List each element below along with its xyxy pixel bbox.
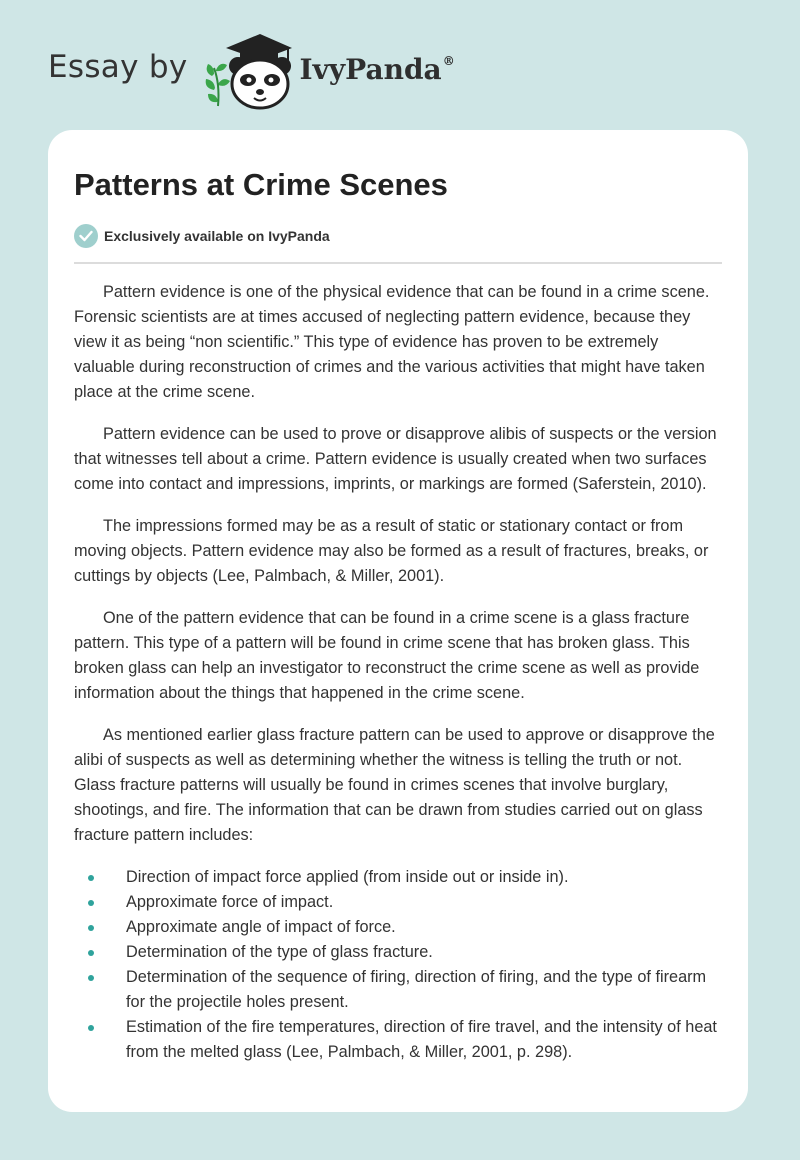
list-item <box>74 890 722 915</box>
findings-list <box>74 865 722 1065</box>
article-card <box>48 130 748 1112</box>
page-title: Patterns at Crime Scenes <box>74 167 448 202</box>
brand-header <box>48 30 455 110</box>
panda-logo-icon <box>202 30 294 110</box>
list-item <box>74 940 722 965</box>
list-item <box>74 865 722 890</box>
bullet-icon <box>88 950 94 956</box>
list-item <box>74 1015 722 1065</box>
check-icon <box>74 224 98 248</box>
essay-by-label: Essay by <box>48 49 188 85</box>
list-item <box>74 965 722 1015</box>
paragraph: Pattern evidence can be used to prove or disapprove alibis of suspects or the version that witnesses tell about a crime. Pattern evidence is usually created when two surfaces come into contact and impressions, imprints, or markings are formed (Saferstein, 2010). <box>74 425 717 493</box>
brand-name <box>300 53 455 86</box>
registered-mark: ® <box>442 53 455 68</box>
paragraph: One of the pattern evidence that can be found in a crime scene is a glass fracture pattern. This type of a pattern will be found in crime scene that has broken glass. This broken glass can help an investigator to reconstruct the crime scene as well as provide information about the things that happened in the crime scene. <box>74 609 700 702</box>
divider <box>74 262 722 264</box>
bullet-icon <box>88 1025 94 1031</box>
bullet-icon <box>88 900 94 906</box>
list-item-text: Determination of the type of glass fracture. <box>126 943 433 961</box>
list-item-text: Estimation of the fire temperatures, direction of fire travel, and the intensity of heat from the melted glass (Lee, Palmbach, & Miller, 2001, p. 298). <box>126 1018 717 1061</box>
brand-name-text: IvyPanda <box>299 52 442 86</box>
list-item-text: Direction of impact force applied (from inside out or inside in). <box>126 868 569 886</box>
list-item-text: Determination of the sequence of firing, direction of firing, and the type of firearm for the projectile holes present. <box>126 968 707 1011</box>
exclusive-badge <box>74 224 722 248</box>
paragraph: As mentioned earlier glass fracture pattern can be used to approve or disapprove the alibi of suspects as well as determining whether the witness is telling the truth or not. Glass fracture patterns will usually be found in crimes scenes that involve burglary, shootings, and fire. The information that can be drawn from studies carried out on glass fracture pattern includes: <box>74 726 715 844</box>
bullet-icon <box>88 925 94 931</box>
bullet-icon <box>88 975 94 981</box>
list-item <box>74 915 722 940</box>
bullet-icon <box>88 875 94 881</box>
list-item-text: Approximate angle of impact of force. <box>126 918 396 936</box>
paragraph: Pattern evidence is one of the physical evidence that can be found in a crime scene. Forensic scientists are at times accused of neglecting pattern evidence, because they view it as being “non scientific.” This type of evidence has proven to be extremely valuable during reconstruction of crimes and the various activities that might have taken place at the crime scene. <box>74 283 710 401</box>
exclusive-label: Exclusively available on IvyPanda <box>104 228 330 244</box>
paragraph: The impressions formed may be as a result of static or stationary contact or from moving objects. Pattern evidence may also be formed as a result of fractures, breaks, or cuttings by objects (Lee, Palmbach, & Miller, 2001). <box>74 517 709 585</box>
article-body <box>74 280 722 1065</box>
list-item-text: Approximate force of impact. <box>126 893 334 911</box>
